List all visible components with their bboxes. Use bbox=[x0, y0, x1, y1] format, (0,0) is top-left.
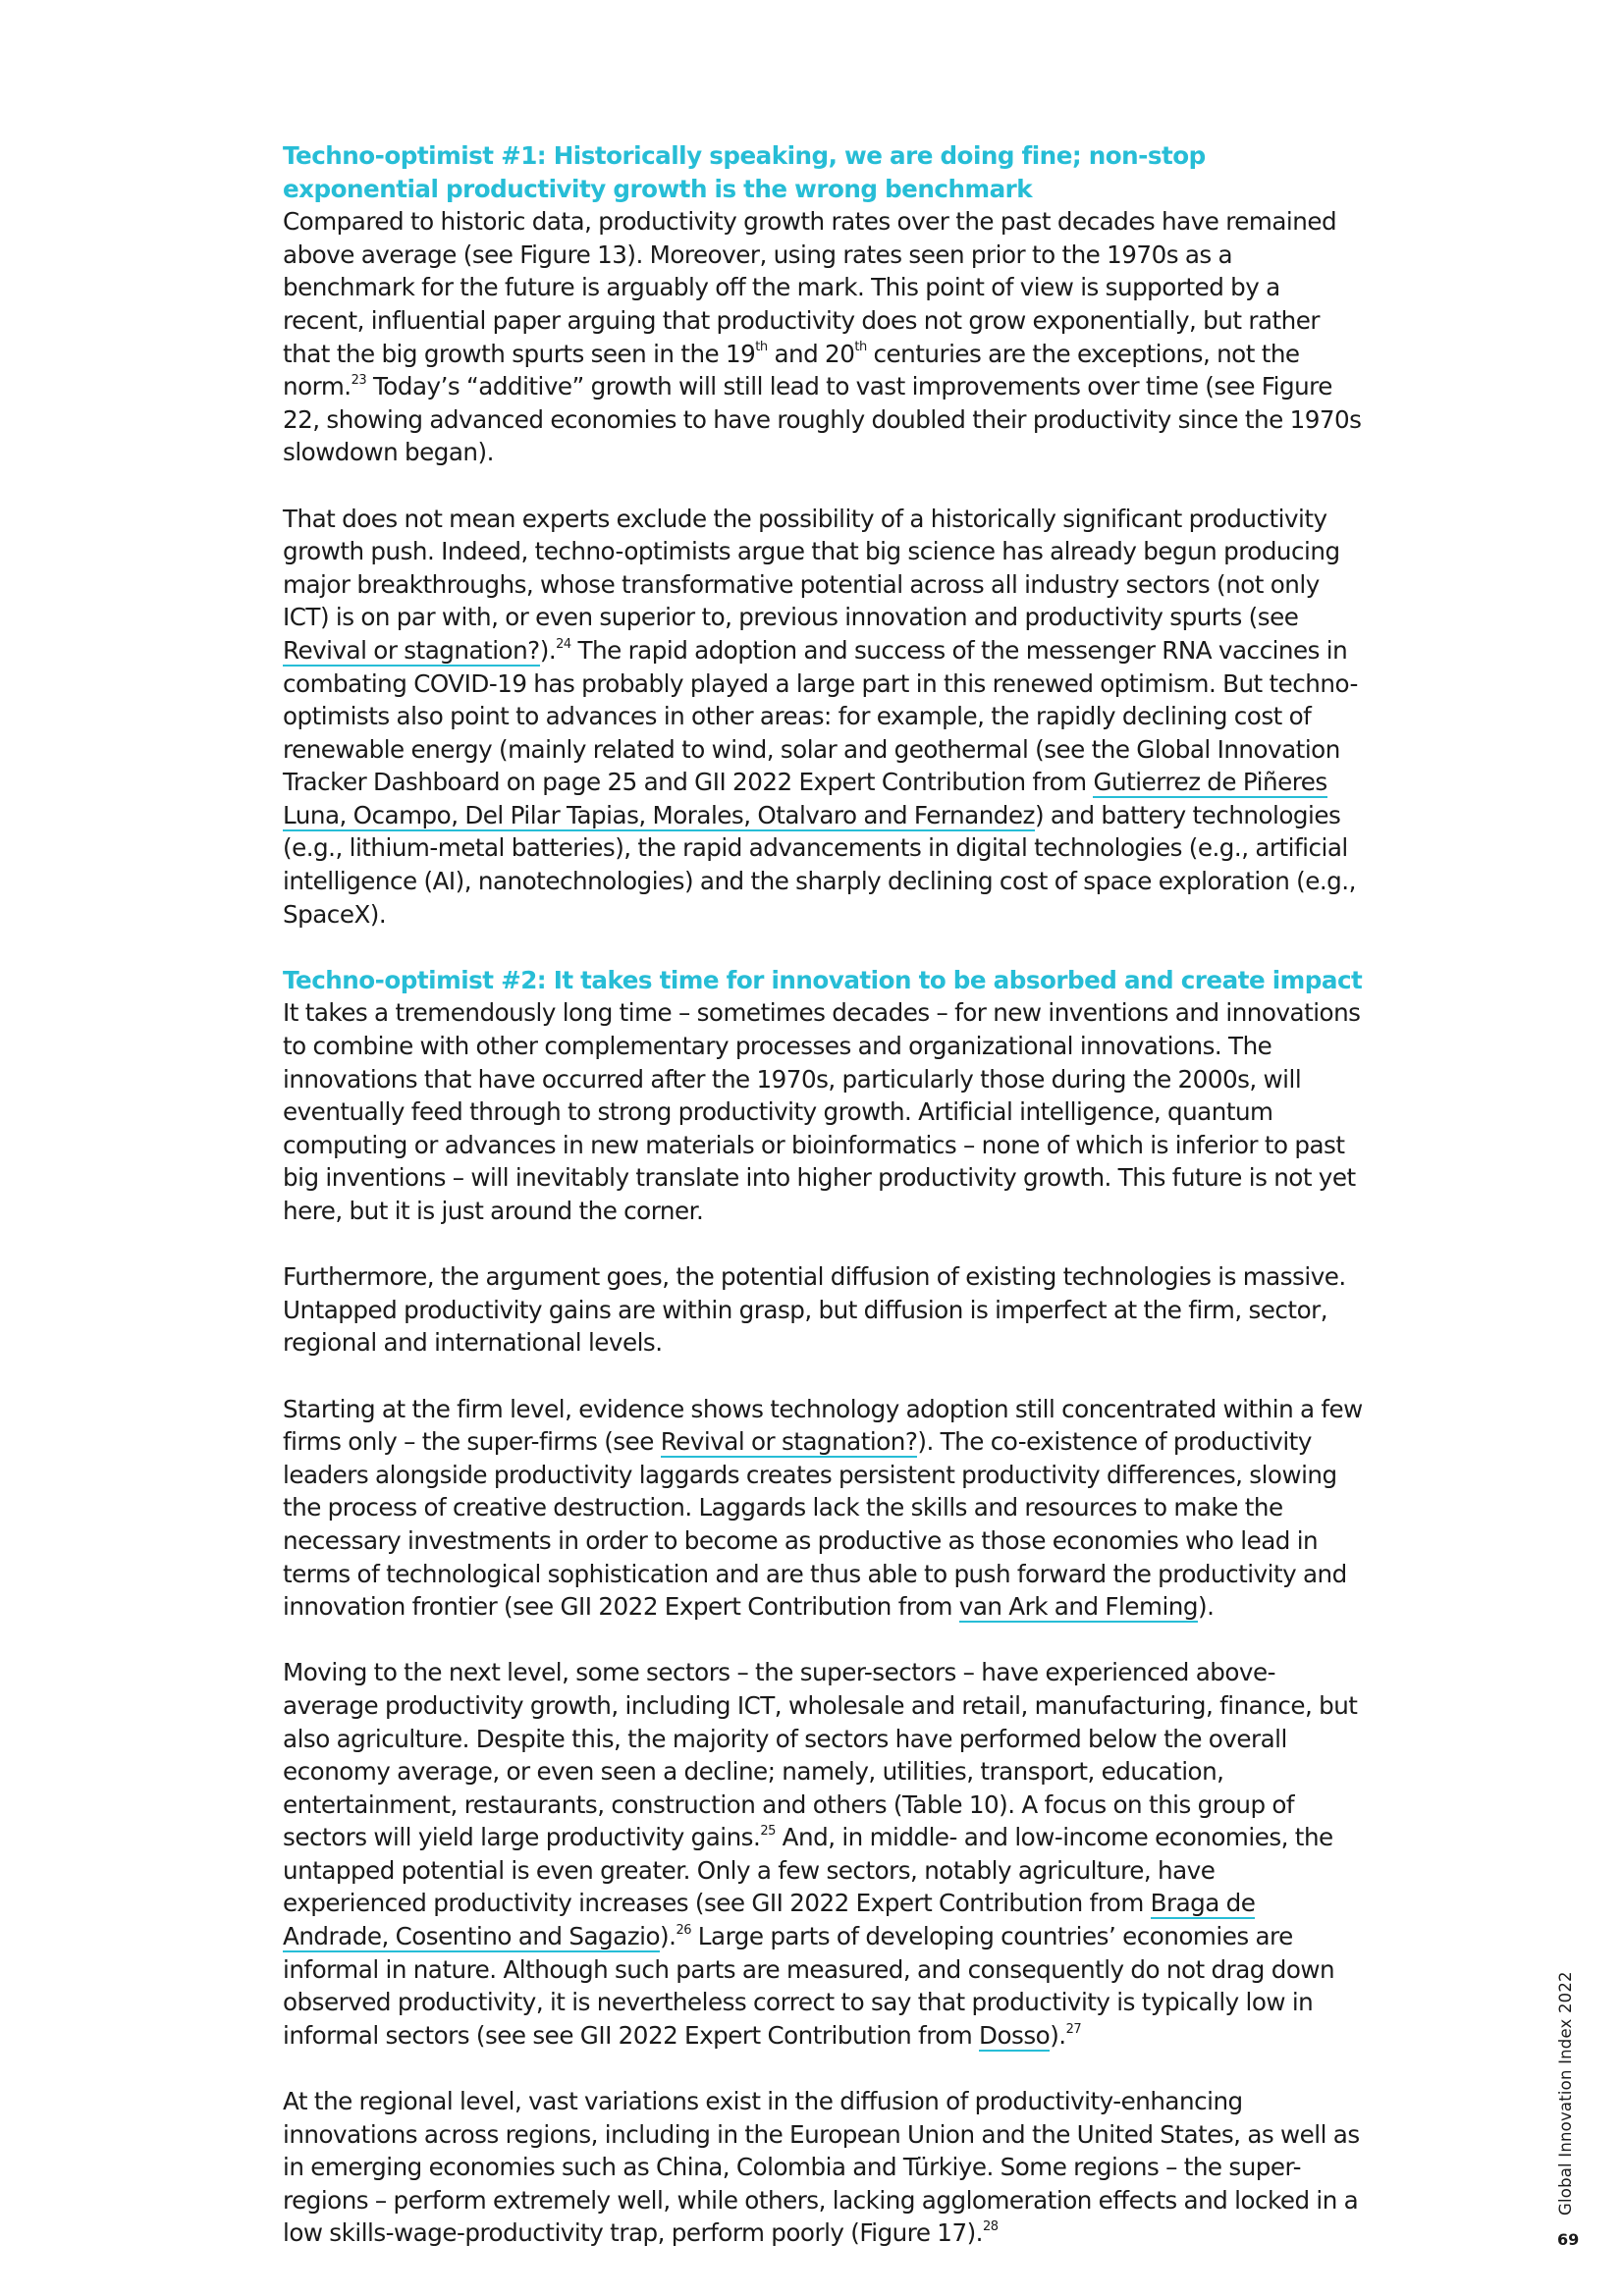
footnote-ref[interactable]: 24 bbox=[556, 636, 571, 652]
superscript: th bbox=[755, 340, 768, 355]
text: ). bbox=[1197, 1592, 1215, 1622]
text: Moving to the next level, some sectors – the super-sectors – have experienced above-average productivity growth, including ICT, wholesale and retail, manufacturing, finance, but also agriculture. Despite this, the majority of sectors have performed below the overall economy average, or even seen a decline; namely, utilities, transport, education, entertainment, restaurants, construction and others (Table 10). A focus on this group of sectors will yield large productivity gains. bbox=[283, 1658, 1358, 1852]
link-revival-or-stagnation[interactable]: Revival or stagnation? bbox=[283, 635, 540, 665]
page-number: 69 bbox=[1557, 2230, 1580, 2249]
text: ) and battery technologies (e.g., lithium-metal batteries), the rapid advancements in digital technologies (e.g., artificial intelligence (AI), nanotechnologies) and the sharply declining cost of space exploration (e.g., SpaceX). bbox=[283, 800, 1356, 929]
main-content bbox=[283, 139, 1363, 2250]
paragraph bbox=[283, 205, 1363, 469]
link-revival-or-stagnation[interactable]: Revival or stagnation? bbox=[660, 1427, 918, 1457]
footnote-ref[interactable]: 26 bbox=[676, 1922, 691, 1938]
link-gutierrez-de-pineres-luna[interactable]: Gutierrez de Piñeres Luna, Ocampo, Del Pilar Tapias, Morales, Otalvaro and Fernandez bbox=[283, 768, 1327, 829]
paragraph bbox=[283, 1393, 1363, 1624]
text: ). bbox=[539, 635, 557, 665]
paragraph bbox=[283, 2085, 1363, 2250]
link-van-ark-and-fleming[interactable]: van Ark and Fleming bbox=[958, 1592, 1198, 1622]
text: Large parts of developing countries’ economies are informal in nature. Although such parts are measured, and consequently do not drag down observed productivity, it is nevertheless correct to say that productivity is typically low in informal sectors (see see GII 2022 Expert Contribution from bbox=[283, 1922, 1335, 2050]
text: centuries are the exceptions, not the norm. bbox=[283, 339, 1300, 401]
text: ). bbox=[1050, 2020, 1066, 2050]
text: That does not mean experts exclude the possibility of a historically significant productivity growth push. Indeed, techno-optimists argue that big science has already begun producing major breakthroughs, whose transformative potential across all industry sectors (not only ICT) is on par with, or even superior to, previous innovation and productivity spurts (see bbox=[283, 504, 1340, 632]
paragraph bbox=[283, 1656, 1363, 2052]
text: And, in middle- and low-income economies, the untapped potential is even greater. Only a few sectors, notably agriculture, have experienced productivity increases (see GII 2022 Expert Contribution from bbox=[283, 1823, 1333, 1918]
paragraph: It takes a tremendously long time – sometimes decades – for new inventions and innovations to combine with other complementary processes and organizational innovations. The innovations that have occurred after the 1970s, particularly those during the 2000s, will eventually feed through to strong productivity growth. Artificial intelligence, quantum computing or advances in new materials or bioinformatics – none of which is inferior to past big inventions – will inevitably translate into higher productivity growth. This future is not yet here, but it is just around the corner. bbox=[283, 998, 1361, 1225]
text: The rapid adoption and success of the messenger RNA vaccines in combating COVID-19 has probably played a large part in this renewed optimism. But techno-optimists also point to advances in other areas: for example, the rapidly declining cost of renewable energy (mainly related to wind, solar and geothermal (see the Global Innovation Tracker Dashboard on page 25 and GII 2022 Expert Contribution from bbox=[283, 635, 1358, 797]
paragraph bbox=[283, 503, 1363, 932]
text: and 20 bbox=[767, 339, 855, 368]
link-dosso[interactable]: Dosso bbox=[979, 2020, 1051, 2050]
footnote-ref[interactable]: 28 bbox=[983, 2219, 999, 2235]
link-braga-de-andrade[interactable]: Braga de Andrade, Cosentino and Sagazio bbox=[283, 1889, 1256, 1951]
running-title: Global Innovation Index 2022 bbox=[1556, 1971, 1575, 2216]
text: Today’s “additive” growth will still lead to vast improvements over time (see Figure 22, showing advanced economies to have roughly doubled their productivity since the 1970s slowdown began). bbox=[283, 372, 1362, 467]
superscript: th bbox=[854, 340, 867, 355]
text: At the regional level, vast variations exist in the diffusion of productivity-enhancing innovations across regions, including in the European Union and the United States, as well as in emerging economies such as China, Colombia and Türkiye. Some regions – the super-regions – perform extremely well, while others, lacking agglomeration effects and locked in a low skills-wage-productivity trap, perform poorly (Figure 17). bbox=[283, 2087, 1360, 2248]
section-heading-techno-optimist-2: Techno-optimist #2: It takes time for innovation to be absorbed and create impact bbox=[283, 965, 1363, 994]
text: Compared to historic data, productivity growth rates over the past decades have remained above average (see Figure 13). Moreover, using rates seen prior to the 1970s as a benchmark for the future is arguably off the mark. This point of view is supported by a recent, influential paper arguing that productivity does not grow exponentially, but rather that the big growth spurts seen in the 19 bbox=[283, 207, 1337, 368]
footnote-ref[interactable]: 25 bbox=[760, 1824, 776, 1840]
text: ). bbox=[660, 1922, 676, 1951]
footnote-ref[interactable]: 23 bbox=[351, 372, 367, 388]
section-heading-techno-optimist-1: Techno-optimist #1: Historically speaking, we are doing fine; non-stop exponential productivity growth is the wrong benchmark bbox=[283, 141, 1206, 203]
text: Starting at the firm level, evidence shows technology adoption still concentrated within a few firms only – the super-firms (see bbox=[283, 1394, 1363, 1457]
text: ). The co-existence of productivity leaders alongside productivity laggards creates persistent productivity differences, slowing the process of creative destruction. Laggards lack the skills and resources to make the necessary investments in order to become as productive as those economies who lead in terms of technological sophistication and are thus able to push forward the productivity and innovation frontier (see GII 2022 Expert Contribution from bbox=[283, 1427, 1347, 1622]
paragraph: Furthermore, the argument goes, the potential diffusion of existing technologies is massive. Untapped productivity gains are within grasp, but diffusion is imperfect at the firm, sector, regional and international levels. bbox=[283, 1262, 1346, 1358]
footnote-ref[interactable]: 27 bbox=[1065, 2021, 1082, 2037]
